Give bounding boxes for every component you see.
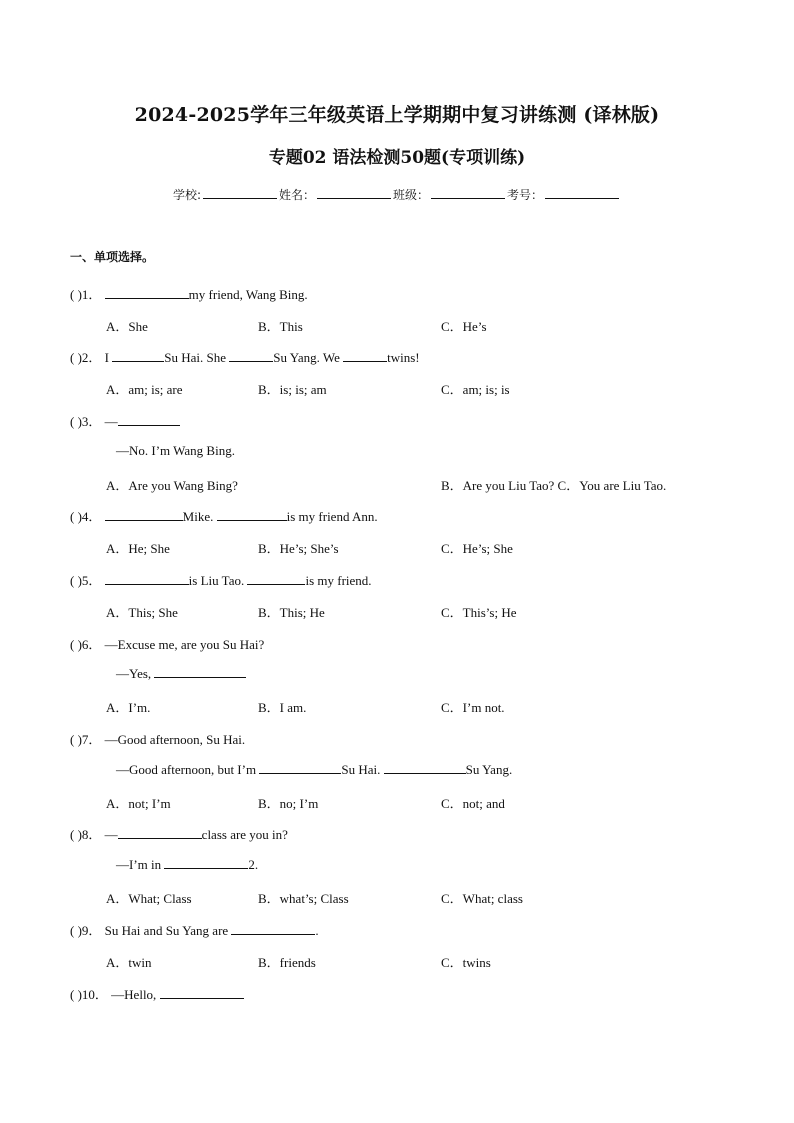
question-text: Su Hai. She [164, 350, 227, 365]
question-number: ( )7． [70, 732, 102, 747]
question-3-reply: —No. I’m Wang Bing. [116, 443, 235, 458]
option-b[interactable]: B．I am. [258, 700, 307, 715]
reply-text: Su Yang. [465, 762, 513, 777]
option-a[interactable]: A．I’m. [106, 700, 151, 715]
option-a[interactable]: A．twin [106, 955, 152, 970]
question-text: —Good afternoon, Su Hai. [104, 732, 246, 747]
option-c[interactable]: C．This’s; He [441, 605, 517, 620]
question-text: —Excuse me, are you Su Hai? [104, 637, 265, 652]
reply-text: Su Hai. [341, 762, 381, 777]
answer-blank[interactable] [164, 856, 248, 869]
answer-blank[interactable] [384, 761, 466, 774]
answer-blank[interactable] [154, 665, 246, 678]
option-c[interactable]: C．He’s; She [441, 541, 513, 556]
name-label: 姓名： [279, 188, 316, 202]
school-blank[interactable] [203, 187, 277, 199]
answer-blank[interactable] [118, 826, 202, 839]
question-number: ( )1． [70, 287, 102, 302]
question-6-reply [116, 665, 246, 682]
reply-text: —I’m in [116, 857, 162, 872]
question-6 [70, 634, 264, 653]
option-c[interactable]: C．He’s [441, 319, 487, 334]
student-info-line [0, 186, 794, 203]
question-text: is Liu Tao. [188, 573, 245, 588]
option-b[interactable]: B．This; He [258, 605, 325, 620]
question-text: twins! [387, 350, 420, 365]
name-blank[interactable] [317, 187, 391, 199]
question-2 [70, 347, 420, 366]
option-c[interactable]: C．What; class [441, 891, 523, 906]
question-text: Su Yang. We [273, 350, 340, 365]
question-text: is my friend Ann. [286, 509, 378, 524]
question-number: ( )10． [70, 987, 108, 1002]
option-a[interactable]: A．am; is; are [106, 382, 183, 397]
option-b[interactable]: B．He’s; She’s [258, 541, 339, 556]
worksheet-subtitle: 专题02 语法检测50题(专项训练) [268, 148, 526, 168]
question-7-reply [116, 761, 512, 778]
question-text: Su Hai and Su Yang are [104, 923, 229, 938]
reply-text: —Yes, [116, 666, 152, 681]
question-10 [70, 984, 244, 1003]
question-text: — [104, 414, 118, 429]
question-number: ( )4． [70, 509, 102, 524]
question-5 [70, 570, 372, 589]
question-number: ( )8． [70, 827, 102, 842]
option-c[interactable]: C．twins [441, 955, 491, 970]
answer-blank[interactable] [217, 508, 287, 521]
question-8 [70, 824, 288, 843]
option-b[interactable]: B．This [258, 319, 303, 334]
option-b[interactable]: B．no; I’m [258, 796, 319, 811]
option-a[interactable]: A．not; I’m [106, 796, 171, 811]
answer-blank[interactable] [247, 572, 305, 585]
reply-text: 2. [248, 857, 259, 872]
question-text: . [315, 923, 319, 938]
answer-blank[interactable] [259, 761, 341, 774]
question-number: ( )6． [70, 637, 102, 652]
question-text: is my friend. [305, 573, 372, 588]
question-number: ( )2． [70, 350, 102, 365]
option-a[interactable]: A．She [106, 319, 148, 334]
number-label: 考号： [507, 188, 544, 202]
option-b-c[interactable]: B．Are you Liu Tao? C．You are Liu Tao. [441, 478, 667, 493]
question-3 [70, 411, 180, 430]
answer-blank[interactable] [105, 508, 183, 521]
question-text: class are you in? [201, 827, 288, 842]
number-blank[interactable] [545, 187, 619, 199]
answer-blank[interactable] [112, 349, 164, 362]
option-b[interactable]: B．what’s; Class [258, 891, 349, 906]
question-9 [70, 920, 319, 939]
question-1 [70, 284, 308, 303]
option-c[interactable]: C．not; and [441, 796, 505, 811]
question-number: ( )5． [70, 573, 102, 588]
question-number: ( )3． [70, 414, 102, 429]
answer-blank[interactable] [105, 286, 189, 299]
question-4 [70, 506, 378, 525]
option-a[interactable]: A．He; She [106, 541, 170, 556]
class-label: 班级： [393, 188, 430, 202]
answer-blank[interactable] [229, 349, 273, 362]
option-a[interactable]: A．Are you Wang Bing? [106, 478, 238, 493]
question-text: Mike. [182, 509, 214, 524]
question-text: — [104, 827, 118, 842]
option-c[interactable]: C．am; is; is [441, 382, 510, 397]
option-b[interactable]: B．is; is; am [258, 382, 327, 397]
section-heading: 一、单项选择。 [70, 250, 155, 264]
option-b[interactable]: B．friends [258, 955, 316, 970]
question-text: —Hello, [111, 987, 157, 1002]
question-8-reply [116, 856, 258, 873]
answer-blank[interactable] [105, 572, 189, 585]
question-7 [70, 729, 245, 748]
worksheet-title: 2024-2025学年三年级英语上学期期中复习讲练测 (译林版) [134, 104, 660, 126]
answer-blank[interactable] [160, 986, 244, 999]
question-number: ( )9． [70, 923, 102, 938]
school-label: 学校: [172, 188, 201, 202]
class-blank[interactable] [431, 187, 505, 199]
answer-blank[interactable] [343, 349, 387, 362]
question-text: my friend, Wang Bing. [188, 287, 308, 302]
option-a[interactable]: A．What; Class [106, 891, 192, 906]
reply-text: —Good afternoon, but I’m [116, 762, 257, 777]
option-a[interactable]: A．This; She [106, 605, 178, 620]
option-c[interactable]: C．I’m not. [441, 700, 505, 715]
question-text: I [104, 350, 110, 365]
answer-blank[interactable] [231, 922, 315, 935]
answer-blank[interactable] [118, 413, 180, 426]
